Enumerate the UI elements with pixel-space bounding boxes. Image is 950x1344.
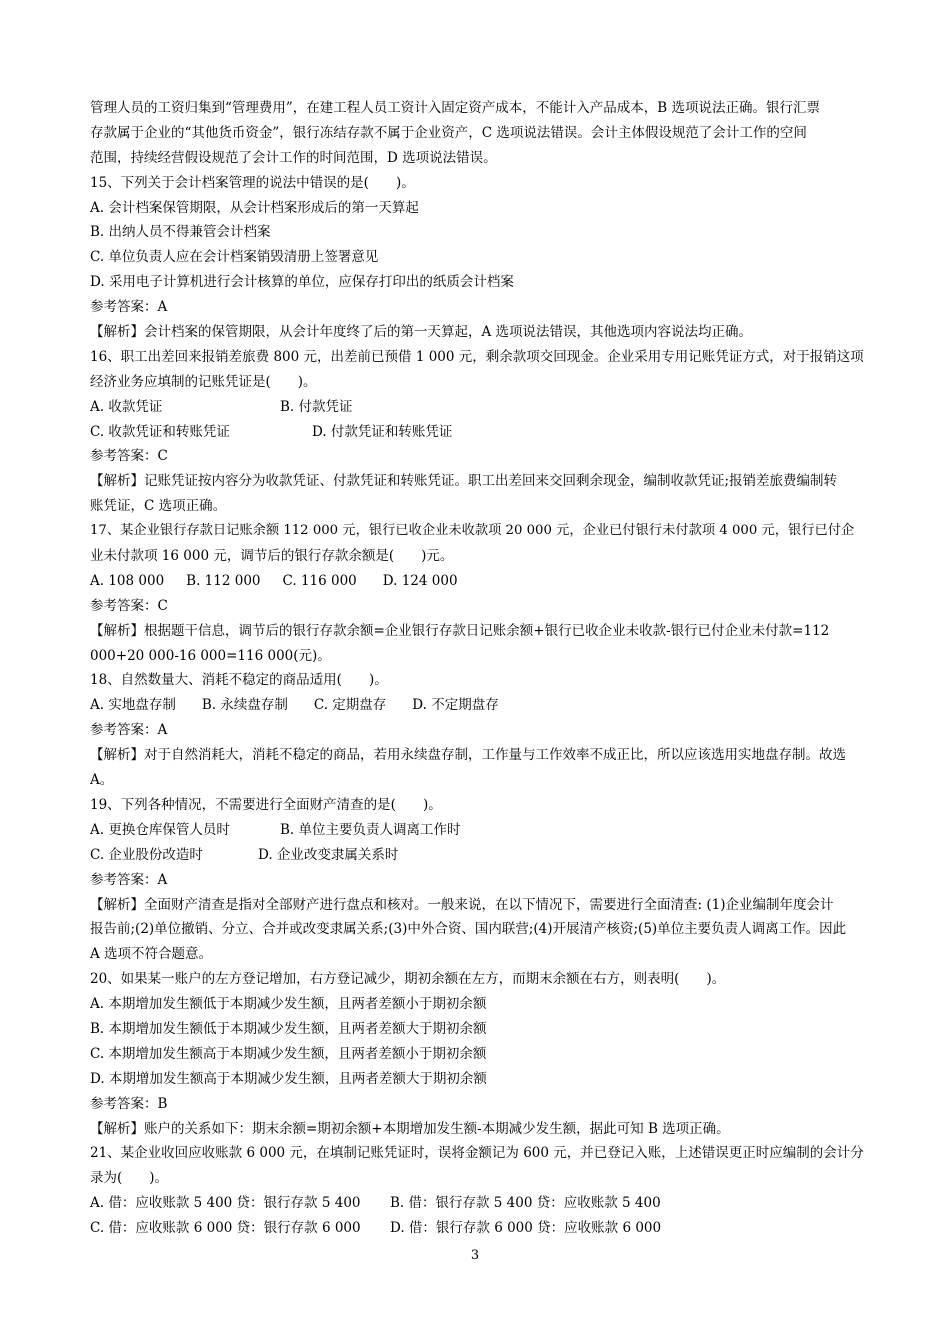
- analysis-text: 000+20 000-16 000=116 000(元)。: [90, 647, 331, 664]
- reference-answer: 参考答案：A: [90, 299, 168, 316]
- question-17: [90, 519, 865, 668]
- reference-answer: 参考答案：C: [90, 597, 168, 614]
- question-stem: 21、某企业收回应收账款 6 000 元，在填制记账凭证时，误将金额记为 600 元，并已登记入账，上述错误更正时应编制的会计分: [90, 1145, 864, 1162]
- question-stem: 17、某企业银行存款日记账余额 112 000 元，银行已收企业未收款项 20 000 元，企业已付银行未付款项 4 000 元，银行已付企: [90, 523, 855, 539]
- option-c: C. 单位负责人应在会计档案销毁清册上签署意见: [90, 249, 379, 266]
- analysis-text: 【解析】对于自然消耗大，消耗不稳定的商品，若用永续盘存制，工作量与工作效率不成正比，所以应该选用实地盘存制。故选: [90, 747, 846, 764]
- options-row: [90, 395, 865, 420]
- options-row: [90, 693, 865, 718]
- option-d: D. 付款凭证和转账凭证: [312, 423, 453, 440]
- reference-answer: 参考答案：C: [90, 448, 168, 465]
- question-stem: 经济业务应填制的记账凭证是( )。: [90, 373, 317, 390]
- options-row: [90, 1191, 865, 1216]
- option-c: C. 企业股份改造时: [90, 846, 203, 863]
- option-a: A. 会计档案保管期限，从会计档案形成后的第一天算起: [90, 199, 419, 216]
- option-a: A. 更换仓库保管人员时: [90, 821, 230, 838]
- options-row: [90, 569, 865, 594]
- question-19: [90, 793, 865, 967]
- analysis-text: 【解析】会计档案的保管期限，从会计年度终了后的第一天算起，A 选项说法错误，其他选项内容说法均正确。: [90, 324, 753, 341]
- option-c: C. 借：应收账款 6 000 贷：银行存款 6 000: [90, 1220, 361, 1237]
- option-d: D. 124 000: [382, 572, 458, 589]
- options-row: [90, 818, 865, 843]
- question-15: [90, 171, 865, 345]
- reference-answer: 参考答案：A: [90, 722, 168, 739]
- option-b: B. 112 000: [186, 572, 261, 589]
- option-c: C. 116 000: [282, 572, 357, 589]
- option-d: D. 企业改变隶属关系时: [258, 846, 399, 863]
- options-row: [90, 420, 865, 445]
- options-row: [90, 1216, 865, 1241]
- analysis-text: 【解析】账户的关系如下：期末余额=期初余额+本期增加发生额-本期减少发生额，据此可知 B 选项正确。: [90, 1120, 730, 1137]
- analysis-text: 【解析】全面财产清查是指对全部财产进行盘点和核对。一般来说，在以下情况下，需要进行全面清查: (1)企业编制年度会计: [90, 896, 834, 913]
- text-line: 范围，持续经营假设规范了会计工作的时间范围，D 选项说法错误。: [90, 149, 497, 166]
- option-a: A. 108 000: [90, 572, 165, 589]
- question-stem: 18、自然数量大、消耗不稳定的商品适用( )。: [90, 672, 388, 689]
- option-d: D. 不定期盘存: [412, 697, 499, 714]
- question-stem: 16、职工出差回来报销差旅费 800 元，出差前已预借 1 000 元，剩余款项交回现金。企业采用专用记账凭证方式，对于报销这项: [90, 348, 864, 365]
- option-c: C. 收款凭证和转账凭证: [90, 423, 230, 440]
- reference-answer: 参考答案：B: [90, 1095, 168, 1112]
- options-row: [90, 843, 865, 868]
- option-a: A. 实地盘存制: [90, 697, 176, 714]
- option-b: B. 永续盘存制: [201, 697, 288, 714]
- analysis-text: 账凭证，C 选项正确。: [90, 498, 227, 515]
- analysis-text: 【解析】记账凭证按内容分为收款凭证、付款凭证和转账凭证。职工出差回来交回剩余现金，编制收款凭证;报销差旅费编制转: [90, 473, 838, 490]
- option-d: D. 本期增加发生额高于本期减少发生额，且两者差额大于期初余额: [90, 1070, 487, 1087]
- text-line: 管理人员的工资归集到“管理费用”，在建工程人员工资计入固定资产成本，不能计入产品成本，B 选项说法正确。银行汇票: [90, 100, 821, 116]
- reference-answer: 参考答案：A: [90, 871, 168, 888]
- option-a: A. 借：应收账款 5 400 贷：银行存款 5 400: [90, 1195, 361, 1212]
- option-c: C. 本期增加发生额高于本期减少发生额，且两者差额小于期初余额: [90, 1045, 487, 1062]
- option-d: D. 采用电子计算机进行会计核算的单位，应保存打印出的纸质会计档案: [90, 274, 514, 291]
- question-16: [90, 345, 865, 519]
- option-a: A. 本期增加发生额低于本期减少发生额，且两者差额小于期初余额: [90, 996, 487, 1013]
- analysis-text: 【解析】根据题干信息，调节后的银行存款余额=企业银行存款日记账余额+银行已收企业未收款-银行已付企业未付款=112: [90, 622, 830, 639]
- option-b: B. 单位主要负责人调离工作时: [280, 821, 461, 838]
- option-a: A. 收款凭证: [90, 398, 163, 415]
- option-b: B. 借：银行存款 5 400 贷：应收账款 5 400: [390, 1195, 661, 1212]
- question-stem: 19、下列各种情况，不需要进行全面财产清查的是( )。: [90, 796, 442, 813]
- option-c: C. 定期盘存: [313, 697, 387, 714]
- page-number: 3: [470, 1248, 480, 1263]
- document-body: [90, 96, 865, 1241]
- question-stem: 15、下列关于会计档案管理的说法中错误的是( )。: [90, 174, 415, 191]
- question-21: [90, 1141, 865, 1241]
- option-b: B. 出纳人员不得兼管会计档案: [90, 224, 271, 241]
- analysis-text: A。: [90, 772, 114, 789]
- question-20: [90, 967, 865, 1141]
- analysis-text: 报告前;(2)单位撤销、分立、合并或改变隶属关系;(3)中外合资、国内联营;(4)开展清产核资;(5)单位主要负责人调离工作。因此: [90, 921, 847, 938]
- analysis-text: A 选项不符合题意。: [90, 946, 213, 963]
- question-stem: 业未付款项 16 000 元，调节后的银行存款余额是( )元。: [90, 548, 454, 565]
- question-stem: 录为( )。: [90, 1170, 169, 1187]
- option-b: B. 本期增加发生额低于本期减少发生额，且两者差额大于期初余额: [90, 1020, 487, 1037]
- question-18: [90, 668, 865, 792]
- question-stem: 20、如果某一账户的左方登记增加，右方登记减少，期初余额在左方，而期末余额在右方，则表明( )。: [90, 971, 726, 988]
- text-line: 存款属于企业的“其他货币资金”，银行冻结存款不属于企业资产，C 选项说法错误。会计主体假设规范了会计工作的空间: [90, 124, 807, 141]
- option-d: D. 借：银行存款 6 000 贷：应收账款 6 000: [390, 1220, 662, 1237]
- option-b: B. 付款凭证: [280, 398, 353, 415]
- intro-paragraph: [90, 96, 865, 171]
